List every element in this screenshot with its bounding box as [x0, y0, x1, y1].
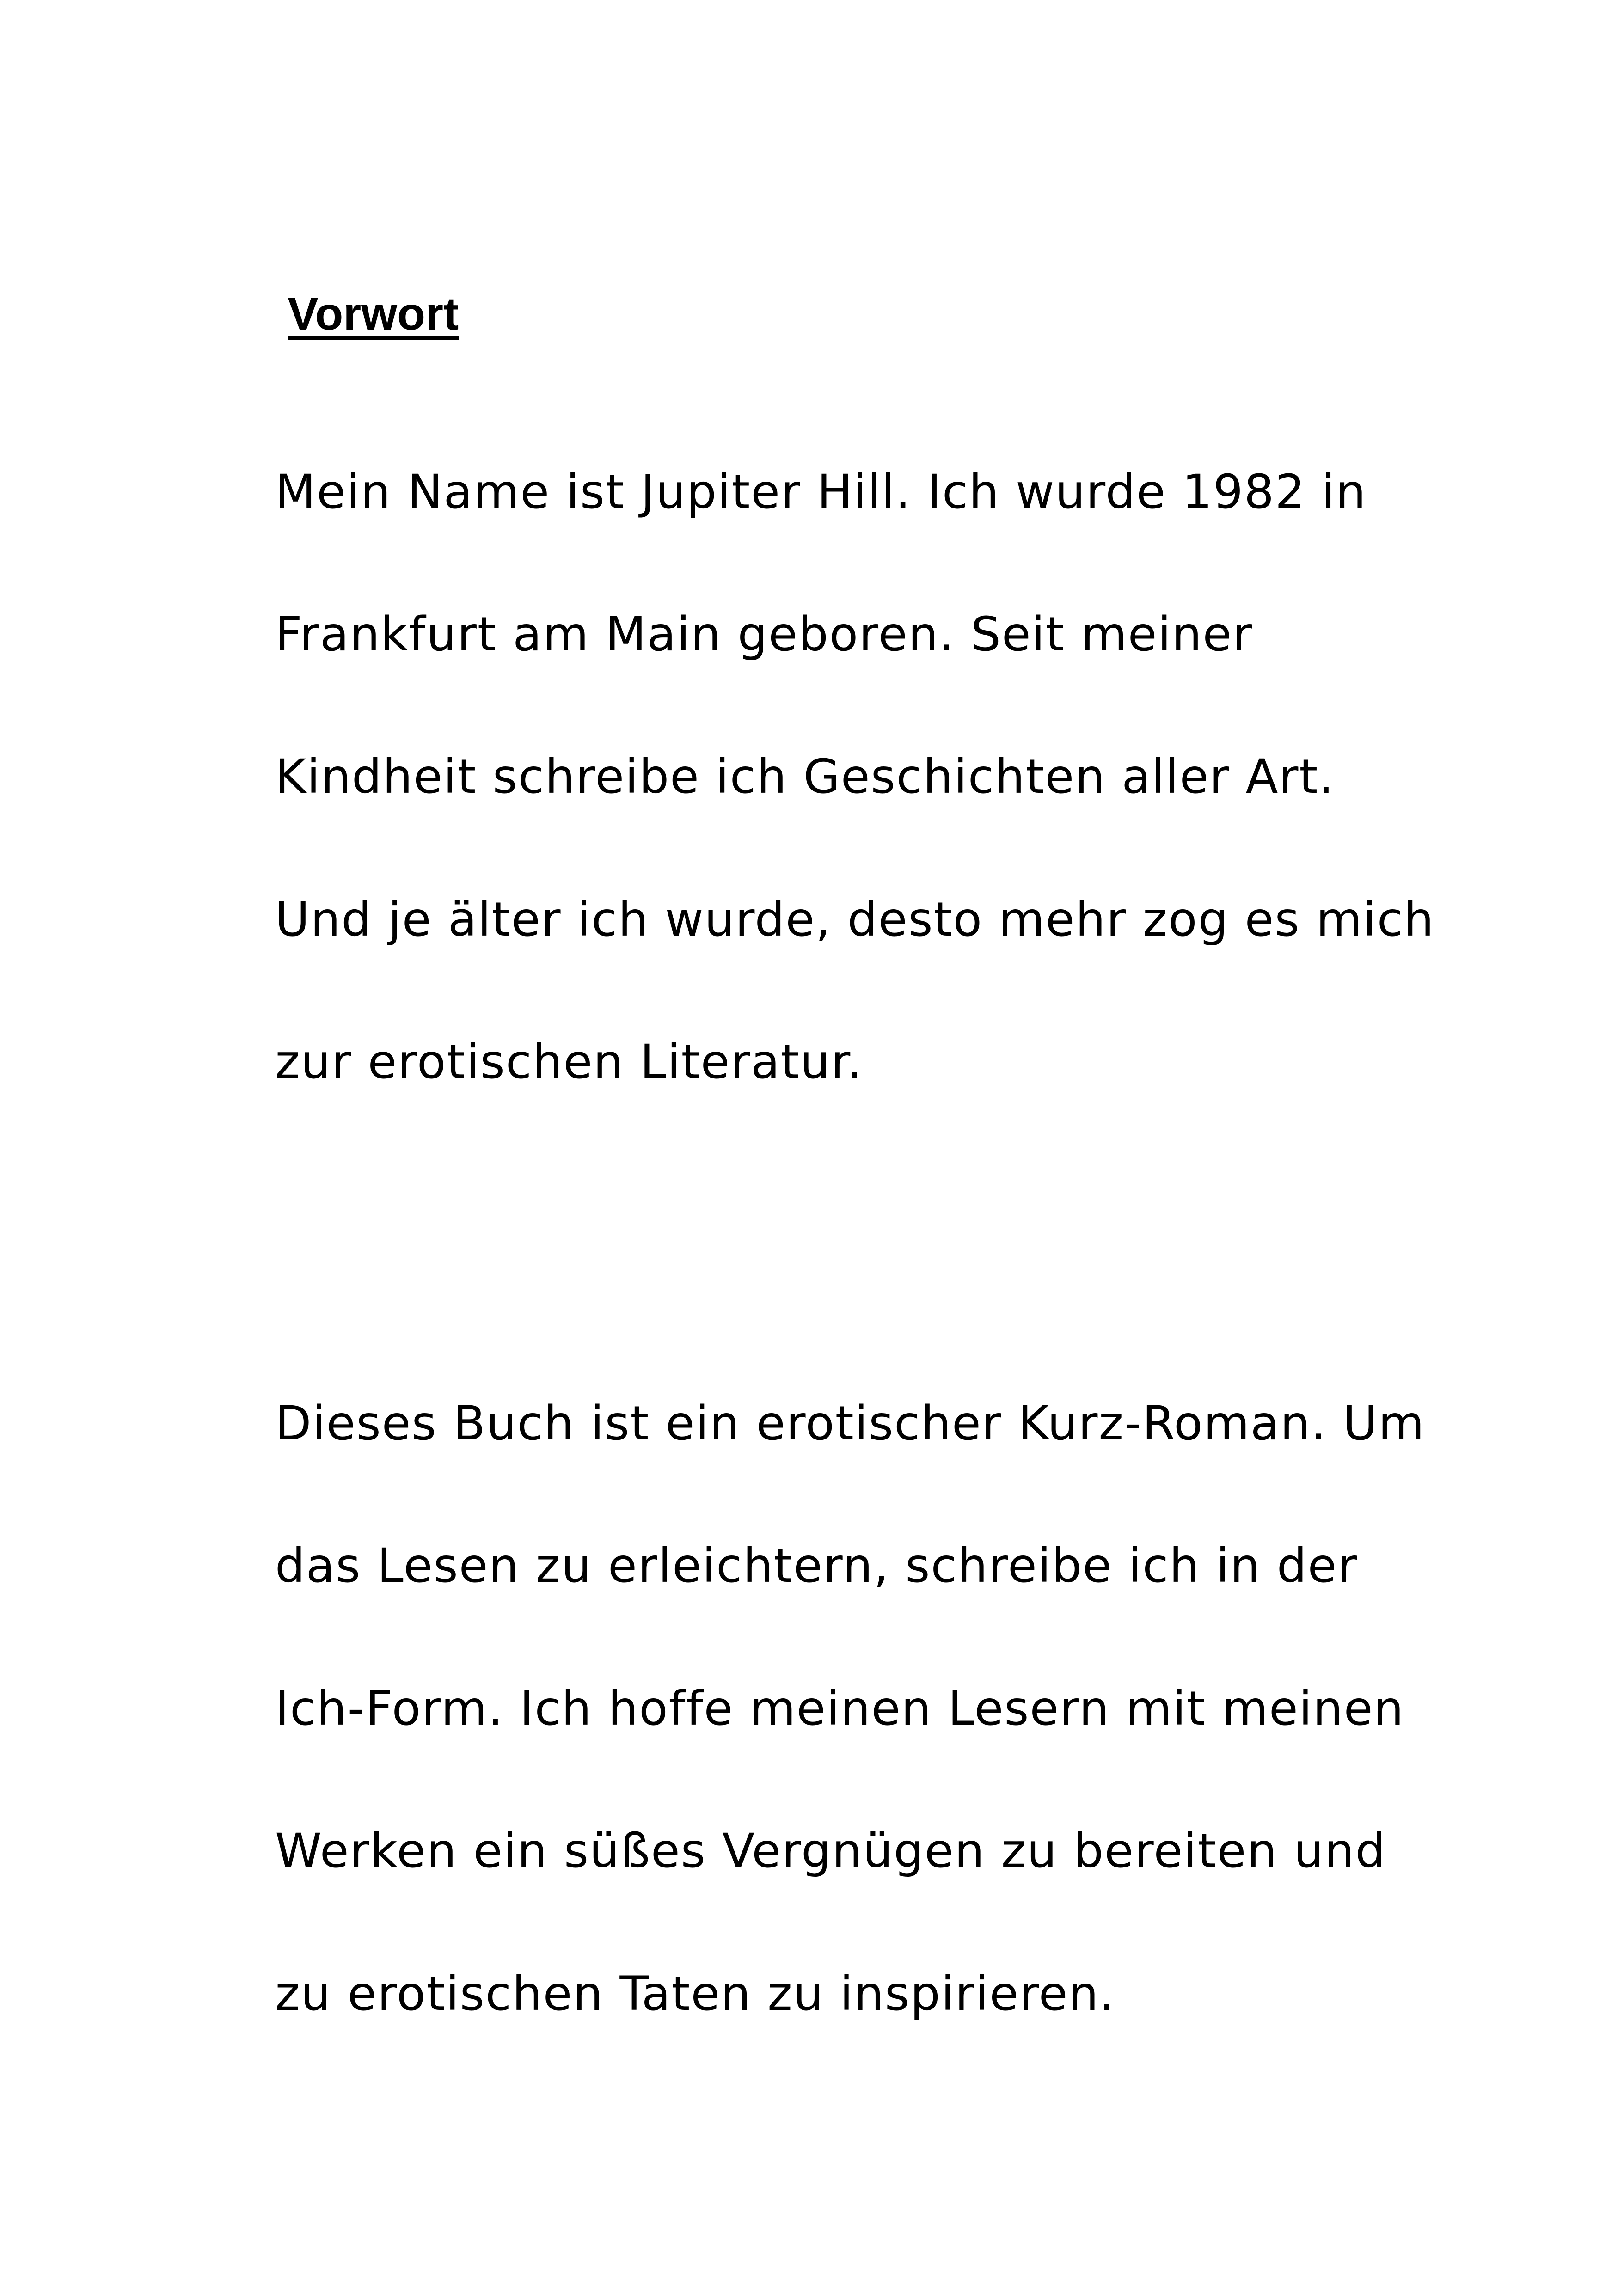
text-line: Dieses Buch ist ein erotischer Kurz-Roman. Um: [275, 1396, 1425, 1451]
text-line: Werken ein süßes Vergnügen zu bereiten und: [275, 1824, 1386, 1879]
page-title: Vorwort: [288, 288, 459, 340]
text-line: zu erotischen Taten zu inspirieren.: [275, 1966, 1115, 2021]
text-line: das Lesen zu erleichtern, schreibe ich in der: [275, 1538, 1358, 1593]
text-line: Mein Name ist Jupiter Hill. Ich wurde 1982 in: [275, 465, 1367, 520]
text-line: Frankfurt am Main geboren. Seit meiner: [275, 607, 1253, 662]
text-line: Kindheit schreibe ich Geschichten aller Art.: [275, 749, 1335, 804]
text-line: Ich-Form. Ich hoffe meinen Lesern mit meinen: [275, 1681, 1405, 1736]
text-line: zur erotischen Literatur.: [275, 1035, 863, 1090]
text-line: Und je älter ich wurde, desto mehr zog es mich: [275, 892, 1435, 947]
